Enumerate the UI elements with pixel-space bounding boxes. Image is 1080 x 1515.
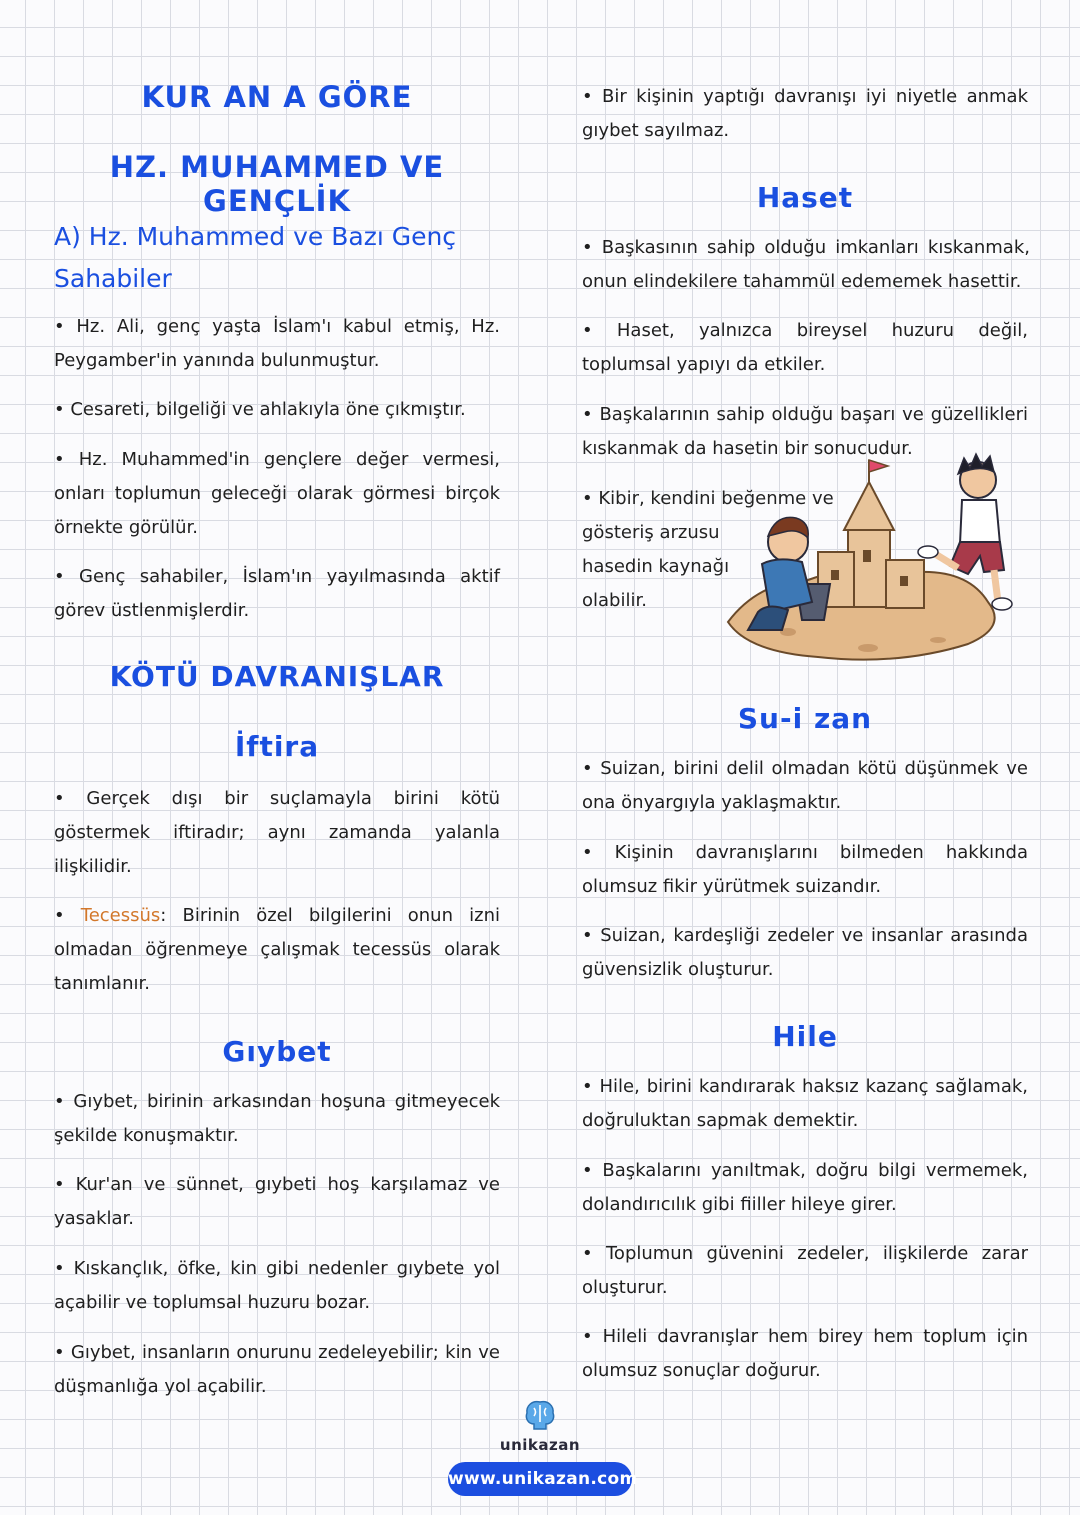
kibir-line-1: • Kibir, kendini beğenme ve: [582, 488, 834, 509]
sandcastle-illustration: [718, 452, 1028, 666]
kibir-line-2: gösteriş arzusu: [582, 522, 720, 543]
suizan-heading: Su-i zan: [737, 702, 873, 735]
kibir-line-4: olabilir.: [582, 590, 647, 611]
haset-paragraph-1: • Başkasının sahip olduğu imkanları kıskanmak, onun elindekilere tahammül edememek hasettir.: [582, 237, 1030, 292]
suizan-paragraph-3: • Suizan, kardeşliği zedeler ve insanlar arasında güvensizlik oluşturur.: [582, 925, 1028, 980]
hile-heading: Hile: [772, 1020, 838, 1053]
castle-roof: [844, 482, 894, 530]
sahabe-paragraph-3: • Hz. Muhammed'in gençlere değer vermesi, onları toplumun geleceği olarak görmesi birçok örnekte görülür.: [54, 449, 500, 538]
boy-left-shirt: [762, 559, 812, 612]
giybet-paragraph-1: • Gıybet, birinin arkasından hoşuna gitmeyecek şekilde konuşmaktır.: [54, 1091, 500, 1146]
boy-right-shorts: [950, 542, 1004, 574]
iftira-paragraph: • Gerçek dışı bir suçlamayla birini kötü göstermek iftiradır; aynı zamanda yalanla ilişkilidir.: [54, 788, 500, 877]
castle-flag: [869, 460, 888, 472]
tecessus-term: Tecessüs: [80, 905, 161, 926]
giybet-paragraph-4: • Gıybet, insanların onurunu zedeleyebilir; kin ve düşmanlığa yol açabilir.: [54, 1342, 500, 1397]
tecessus-definition: : Birinin özel bilgilerini onun izni olmadan öğrenmeye çalışmak tecessüs olarak tanımlanır.: [54, 905, 500, 994]
giybet-paragraph-2: • Kur'an ve sünnet, gıybeti hoş karşılamaz ve yasaklar.: [54, 1174, 500, 1229]
sahabe-paragraph-2: • Cesareti, bilgeliği ve ahlakıyla öne çıkmıştır.: [54, 399, 466, 420]
suizan-paragraph-1: • Suizan, birini delil olmadan kötü düşünmek ve ona önyargıyla yaklaşmaktır.: [582, 758, 1028, 813]
page-title-line1: KUR AN A GÖRE: [141, 80, 413, 114]
page-title-line2: HZ. MUHAMMED VE GENÇLİK: [109, 150, 445, 218]
giybet-heading: Gıybet: [222, 1035, 332, 1068]
suizan-paragraph-2: • Kişinin davranışlarını bilmeden hakkında olumsuz fikir yürütmek suizandır.: [582, 842, 1028, 897]
section-subtitle: [54, 216, 500, 300]
haset-paragraph-3: • Başkalarının sahip olduğu başarı ve güzellikleri kıskanmak da hasetin bir sonucudur.: [582, 404, 1028, 459]
giybet-continued-paragraph: • Bir kişinin yaptığı davranışı iyi niyetle anmak gıybet sayılmaz.: [582, 86, 1028, 141]
hile-paragraph-4: • Hileli davranışlar hem birey hem toplum için olumsuz sonuçlar doğurur.: [582, 1326, 1028, 1381]
website-url-link[interactable]: www.unikazan.com: [448, 1462, 632, 1496]
brain-logo-icon: [522, 1398, 558, 1432]
subtitle-line2: Sahabiler: [54, 264, 172, 293]
haset-paragraph-2: • Haset, yalnızca bireysel huzuru değil, toplumsal yapıyı da etkiler.: [582, 320, 1028, 375]
hile-paragraph-2: • Başkalarını yanıltmak, doğru bilgi vermemek, dolandırıcılık gibi fiiller hileye girer.: [582, 1160, 1028, 1215]
sahabe-paragraph-4: • Genç sahabiler, İslam'ın yayılmasında aktif görev üstlenmişlerdir.: [54, 566, 500, 621]
boy-right-shirt: [960, 500, 1000, 544]
kibir-line-3: hasedin kaynağı: [582, 556, 730, 577]
sahabe-paragraph-1: • Hz. Ali, genç yaşta İslam'ı kabul etmiş, Hz. Peygamber'in yanında bulunmuştur.: [54, 316, 500, 371]
tecessus-paragraph: [54, 899, 500, 1001]
logo-text: unikazan: [499, 1436, 581, 1454]
tecessus-bullet: •: [54, 905, 81, 926]
unikazan-logo: [490, 1398, 590, 1454]
subtitle-line1: A) Hz. Muhammed ve Bazı Genç: [54, 222, 457, 251]
iftira-heading: İftira: [234, 730, 320, 763]
giybet-paragraph-3: • Kıskançlık, öfke, kin gibi nedenler gıybete yol açabilir ve toplumsal huzuru bozar.: [54, 1258, 500, 1313]
haset-heading: Haset: [756, 181, 854, 214]
hile-paragraph-1: • Hile, birini kandırarak haksız kazanç sağlamak, doğruluktan sapmak demektir.: [582, 1076, 1028, 1131]
hile-paragraph-3: • Toplumun güvenini zedeler, ilişkilerde zarar oluşturur.: [582, 1243, 1028, 1298]
kotu-davranislar-heading: KÖTÜ DAVRANIŞLAR: [109, 660, 445, 693]
